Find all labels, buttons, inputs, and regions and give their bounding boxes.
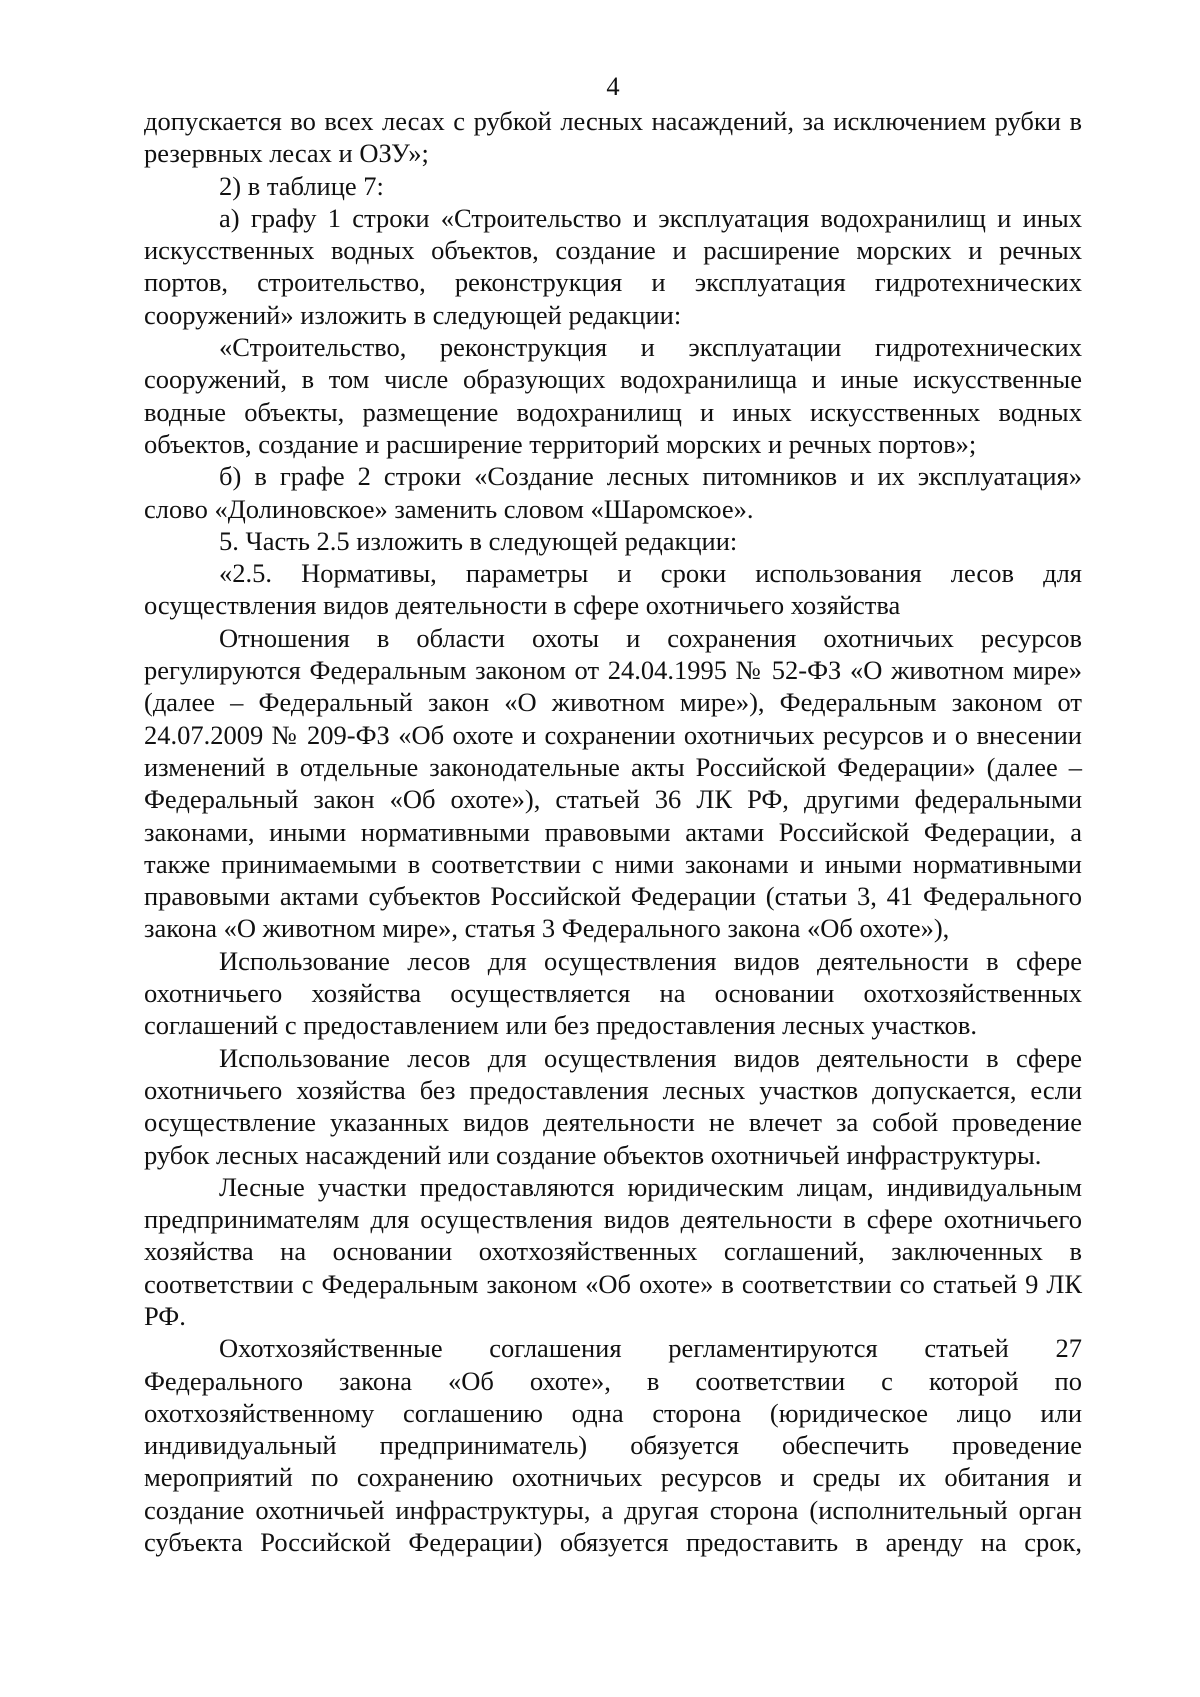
paragraph-legal-basis: Отношения в области охоты и сохранения охотничьих ресурсов регулируются Федеральным законом от 24.04.1995 № 52-ФЗ «О животном мире» (далее – Федеральный закон «О животном мире»), Федеральным законом от 24.07.2009 № 209-ФЗ «Об охоте и сохранении охотничьих ресурсов и о внесении изменений в отдельные законодательные акты Российской Федерации» (далее – Федеральный закон «Об охоте»), статьей 36 ЛК РФ, другими федеральными законами, иными нормативными правовыми актами Российской Федерации, а также принимаемыми в соответствии с ними законами и иными нормативными правовыми актами субъектов Российской Федерации (статьи 3, 41 Федерального закона «О животном мире», статья 3 Федерального закона «Об охоте»), [144, 622, 1082, 944]
paragraph-item-b: б) в графе 2 строки «Создание лесных питомников и их эксплуатация» слово «Долиновское» заменить словом «Шаромское». [144, 461, 1082, 524]
paragraph-section-2-5-title: «2.5. Нормативы, параметры и сроки использования лесов для осуществления видов деятельности в сфере охотничьего хозяйства [144, 558, 1082, 621]
paragraph-item-a: а) графу 1 строки «Строительство и эксплуатация водохранилищ и иных искусственных водных объектов, создание и расширение морских и речных портов, строительство, реконструкция и эксплуатация гидротехнических сооружений» изложить в следующей редакции: [144, 202, 1082, 330]
paragraph-plots-provided: Лесные участки предоставляются юридическим лицам, индивидуальным предпринимателям для осуществления видов деятельности в сфере охотничьего хозяйства на основании охотхозяйственных соглашений, заключенных в соответствии с Федеральным законом «Об охоте» в соответствии со статьей 9 ЛК РФ. [144, 1171, 1082, 1331]
paragraph-forest-use-basis: Использование лесов для осуществления видов деятельности в сфере охотничьего хозяйства осуществляется на основании охотхозяйственных соглашений с предоставлением или без предоставления лесных участков. [144, 945, 1082, 1041]
paragraph-new-wording-quote: «Строительство, реконструкция и эксплуатации гидротехнических сооружений, в том числе образующих водохранилища и иные искусственные водные объекты, размещение водохранилищ и иных искусственных водных объектов, создание и расширение территорий морских и речных портов»; [144, 332, 1082, 459]
page-number: 4 [606, 71, 620, 101]
paragraph-part-2-5-heading: 5. Часть 2.5 изложить в следующей редакции: [219, 525, 738, 556]
paragraph-continuation: допускается во всех лесах с рубкой лесных насаждений, за исключением рубки в резервных лесах и ОЗУ»; [144, 106, 1082, 169]
paragraph-without-plots: Использование лесов для осуществления видов деятельности в сфере охотничьего хозяйства без предоставления лесных участков допускается, если осуществление указанных видов деятельности не влечет за собой проведение рубок лесных насаждений или создание объектов охотничьей инфраструктуры. [144, 1042, 1082, 1170]
paragraph-table-7-heading: 2) в таблице 7: [219, 170, 384, 201]
paragraph-agreements: Охотхозяйственные соглашения регламентируются статьей 27 Федерального закона «Об охоте», в соответствии с которой по охотхозяйственному соглашению одна сторона (юридическое лицо или индивидуальный предприниматель) обязуется обеспечить проведение мероприятий по сохранению охотничьих ресурсов и среды их обитания и создание охотничьей инфраструктуры, а другая сторона (исполнительный орган субъекта Российской Федерации) обязуется предоставить в аренду на срок, [144, 1333, 1082, 1558]
